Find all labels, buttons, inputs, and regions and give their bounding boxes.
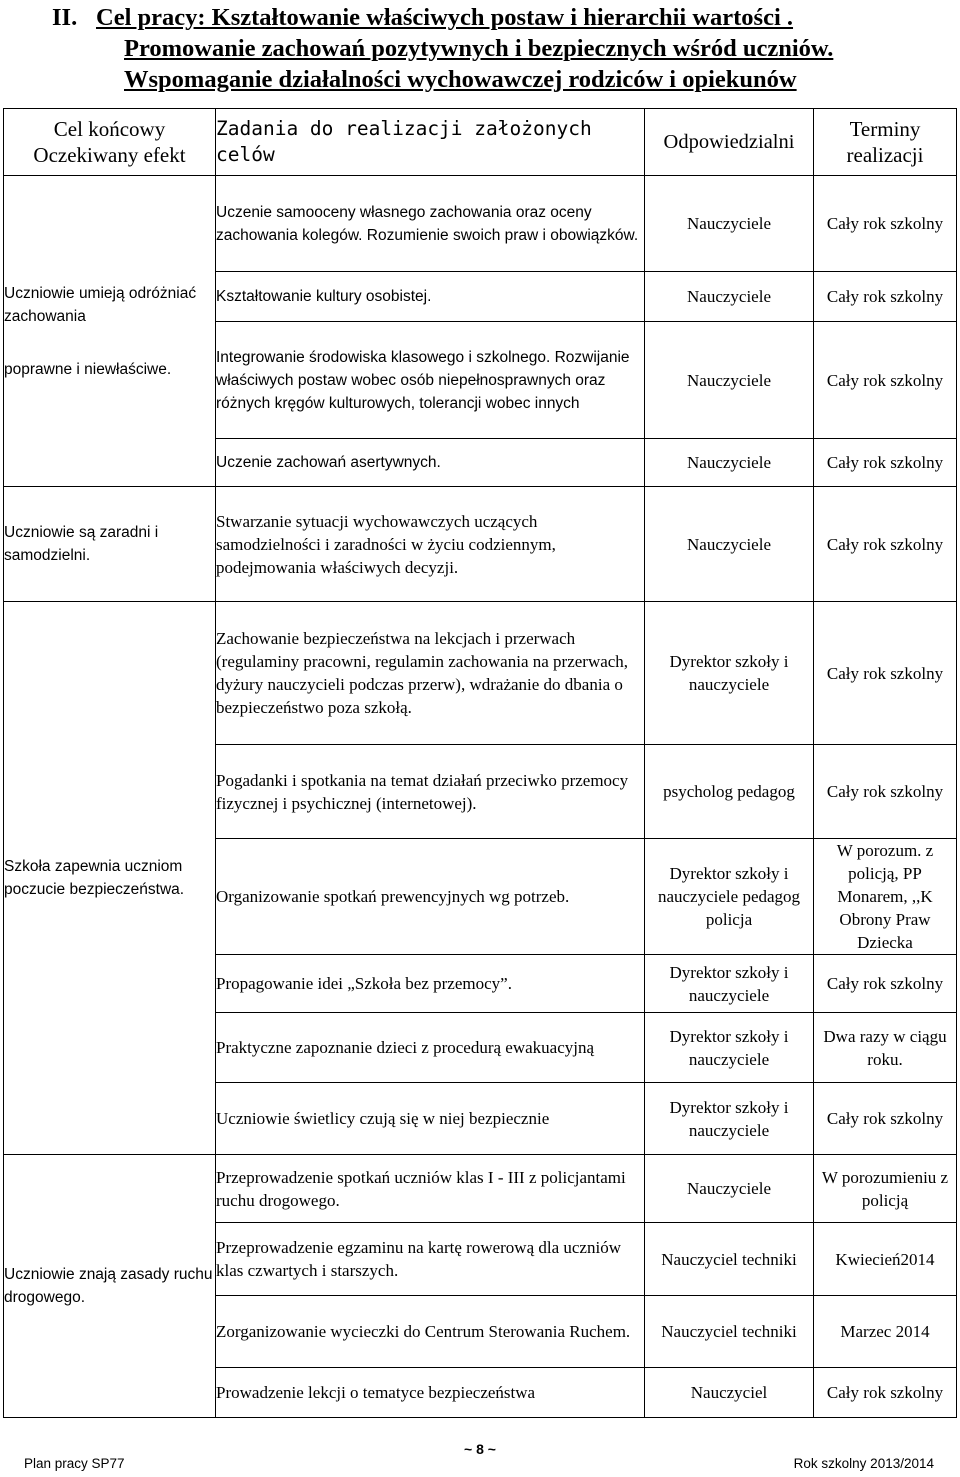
section-number: II. [52, 4, 78, 31]
header-row [4, 109, 957, 176]
header-goal-line-1: Cel końcowy [53, 117, 166, 141]
heading-line-1: Cel pracy: Kształtowanie właściwych postaw i hierarchii wartości . [96, 4, 794, 31]
task-cell: Zorganizowanie wycieczki do Centrum Sterowania Ruchem. [216, 1296, 645, 1368]
goal-1-part-a: Uczniowie umieją odróżniać zachowania [4, 284, 197, 325]
task-cell: Propagowanie idei „Szkoła bez przemocy”. [216, 955, 645, 1013]
task-cell: Stwarzanie sytuacji wychowawczych uczących samodzielności i zaradności w życiu codziennym, podejmowania właściwych decyzji. [216, 487, 645, 602]
term-cell: Cały rok szkolny [814, 1083, 957, 1155]
term-cell: Marzec 2014 [814, 1296, 957, 1368]
term-cell: Kwiecień2014 [814, 1223, 957, 1296]
goal-1-part-b: poprawne i niewłaściwe. [4, 360, 172, 378]
term-cell: Cały rok szkolny [814, 602, 957, 745]
task-cell: Integrowanie środowiska klasowego i szkolnego. Rozwijanie właściwych postaw wobec osób niepełnosprawnych oraz różnych kręgów kulturowych, tolerancji wobec innych [216, 322, 645, 439]
header-goal [4, 109, 216, 176]
footer-right: Rok szkolny 2013/2014 [793, 1456, 934, 1471]
term-cell: W porozumieniu z policją [814, 1155, 957, 1223]
heading-line-3: Wspomaganie działalności wychowawczej rodziców i opiekunów [124, 66, 797, 93]
responsible-cell: Dyrektor szkoły i nauczyciele pedagog policja [645, 839, 814, 955]
table-row [4, 1155, 957, 1223]
task-cell: Uczniowie świetlicy czują się w niej bezpiecznie [216, 1083, 645, 1155]
responsible-cell: Dyrektor szkoły i nauczyciele [645, 955, 814, 1013]
table-row [4, 602, 957, 745]
page-footer [0, 1441, 960, 1472]
header-terms [814, 109, 957, 176]
task-cell: Kształtowanie kultury osobistej. [216, 272, 645, 322]
page-number: ~ 8 ~ [464, 1441, 496, 1457]
responsible-cell: Dyrektor szkoły i nauczyciele [645, 602, 814, 745]
header-goal-line-2: Oczekiwany efekt [33, 143, 186, 167]
responsible-cell: Nauczyciele [645, 322, 814, 439]
plan-table [3, 108, 957, 1418]
term-cell: Cały rok szkolny [814, 955, 957, 1013]
task-cell: Uczenie zachowań asertywnych. [216, 439, 645, 487]
term-cell: Cały rok szkolny [814, 176, 957, 272]
responsible-cell: Nauczyciel techniki [645, 1296, 814, 1368]
header-terms-line-1: Terminy [849, 117, 921, 141]
responsible-cell: Nauczyciel techniki [645, 1223, 814, 1296]
responsible-cell: Nauczyciel [645, 1368, 814, 1418]
task-cell: Prowadzenie lekcji o tematyce bezpieczeństwa [216, 1368, 645, 1418]
header-responsible: Odpowiedzialni [645, 109, 814, 176]
goal-cell-2: Uczniowie są zaradni i samodzielni. [4, 487, 216, 602]
goal-cell-1 [4, 176, 216, 487]
responsible-cell: Nauczyciele [645, 176, 814, 272]
responsible-cell: Nauczyciele [645, 487, 814, 602]
term-cell: Cały rok szkolny [814, 745, 957, 839]
table-row [4, 487, 957, 602]
term-cell: Cały rok szkolny [814, 322, 957, 439]
section-heading [52, 2, 952, 95]
term-cell: Cały rok szkolny [814, 439, 957, 487]
header-terms-line-2: realizacji [846, 143, 924, 167]
responsible-cell: Nauczyciele [645, 439, 814, 487]
task-cell: Organizowanie spotkań prewencyjnych wg potrzeb. [216, 839, 645, 955]
term-cell: Cały rok szkolny [814, 1368, 957, 1418]
term-cell: Dwa razy w ciągu roku. [814, 1013, 957, 1083]
responsible-cell: Nauczyciele [645, 1155, 814, 1223]
heading-line-2: Promowanie zachowań pozytywnych i bezpiecznych wśród uczniów. [124, 35, 834, 62]
goal-cell-4: Uczniowie znają zasady ruchu drogowego. [4, 1155, 216, 1418]
task-cell: Przeprowadzenie egzaminu na kartę rowerową dla uczniów klas czwartych i starszych. [216, 1223, 645, 1296]
responsible-cell: psycholog pedagog [645, 745, 814, 839]
goal-cell-3: Szkoła zapewnia uczniom poczucie bezpieczeństwa. [4, 602, 216, 1155]
responsible-cell: Dyrektor szkoły i nauczyciele [645, 1083, 814, 1155]
table-row [4, 176, 957, 272]
task-cell: Zachowanie bezpieczeństwa na lekcjach i przerwach (regulaminy pracowni, regulamin zachowania na przerwach, dyżury nauczycieli podczas przerw), wdrażanie do dbania o bezpieczeństwo poza szkołą. [216, 602, 645, 745]
responsible-cell: Nauczyciele [645, 272, 814, 322]
footer-left: Plan pracy SP77 [24, 1456, 125, 1471]
task-cell: Pogadanki i spotkania na temat działań przeciwko przemocy fizycznej i psychicznej (internetowej). [216, 745, 645, 839]
term-cell: Cały rok szkolny [814, 487, 957, 602]
term-cell: Cały rok szkolny [814, 272, 957, 322]
task-cell: Uczenie samooceny własnego zachowania oraz oceny zachowania kolegów. Rozumienie swoich praw i obowiązków. [216, 176, 645, 272]
task-cell: Praktyczne zapoznanie dzieci z procedurą ewakuacyjną [216, 1013, 645, 1083]
responsible-cell: Dyrektor szkoły i nauczyciele [645, 1013, 814, 1083]
task-cell: Przeprowadzenie spotkań uczniów klas I - III z policjantami ruchu drogowego. [216, 1155, 645, 1223]
term-cell: W porozum. z policją, PP Monarem, ,,K Obrony Praw Dziecka [814, 839, 957, 955]
header-tasks: Zadania do realizacji założonych celów [216, 109, 645, 176]
